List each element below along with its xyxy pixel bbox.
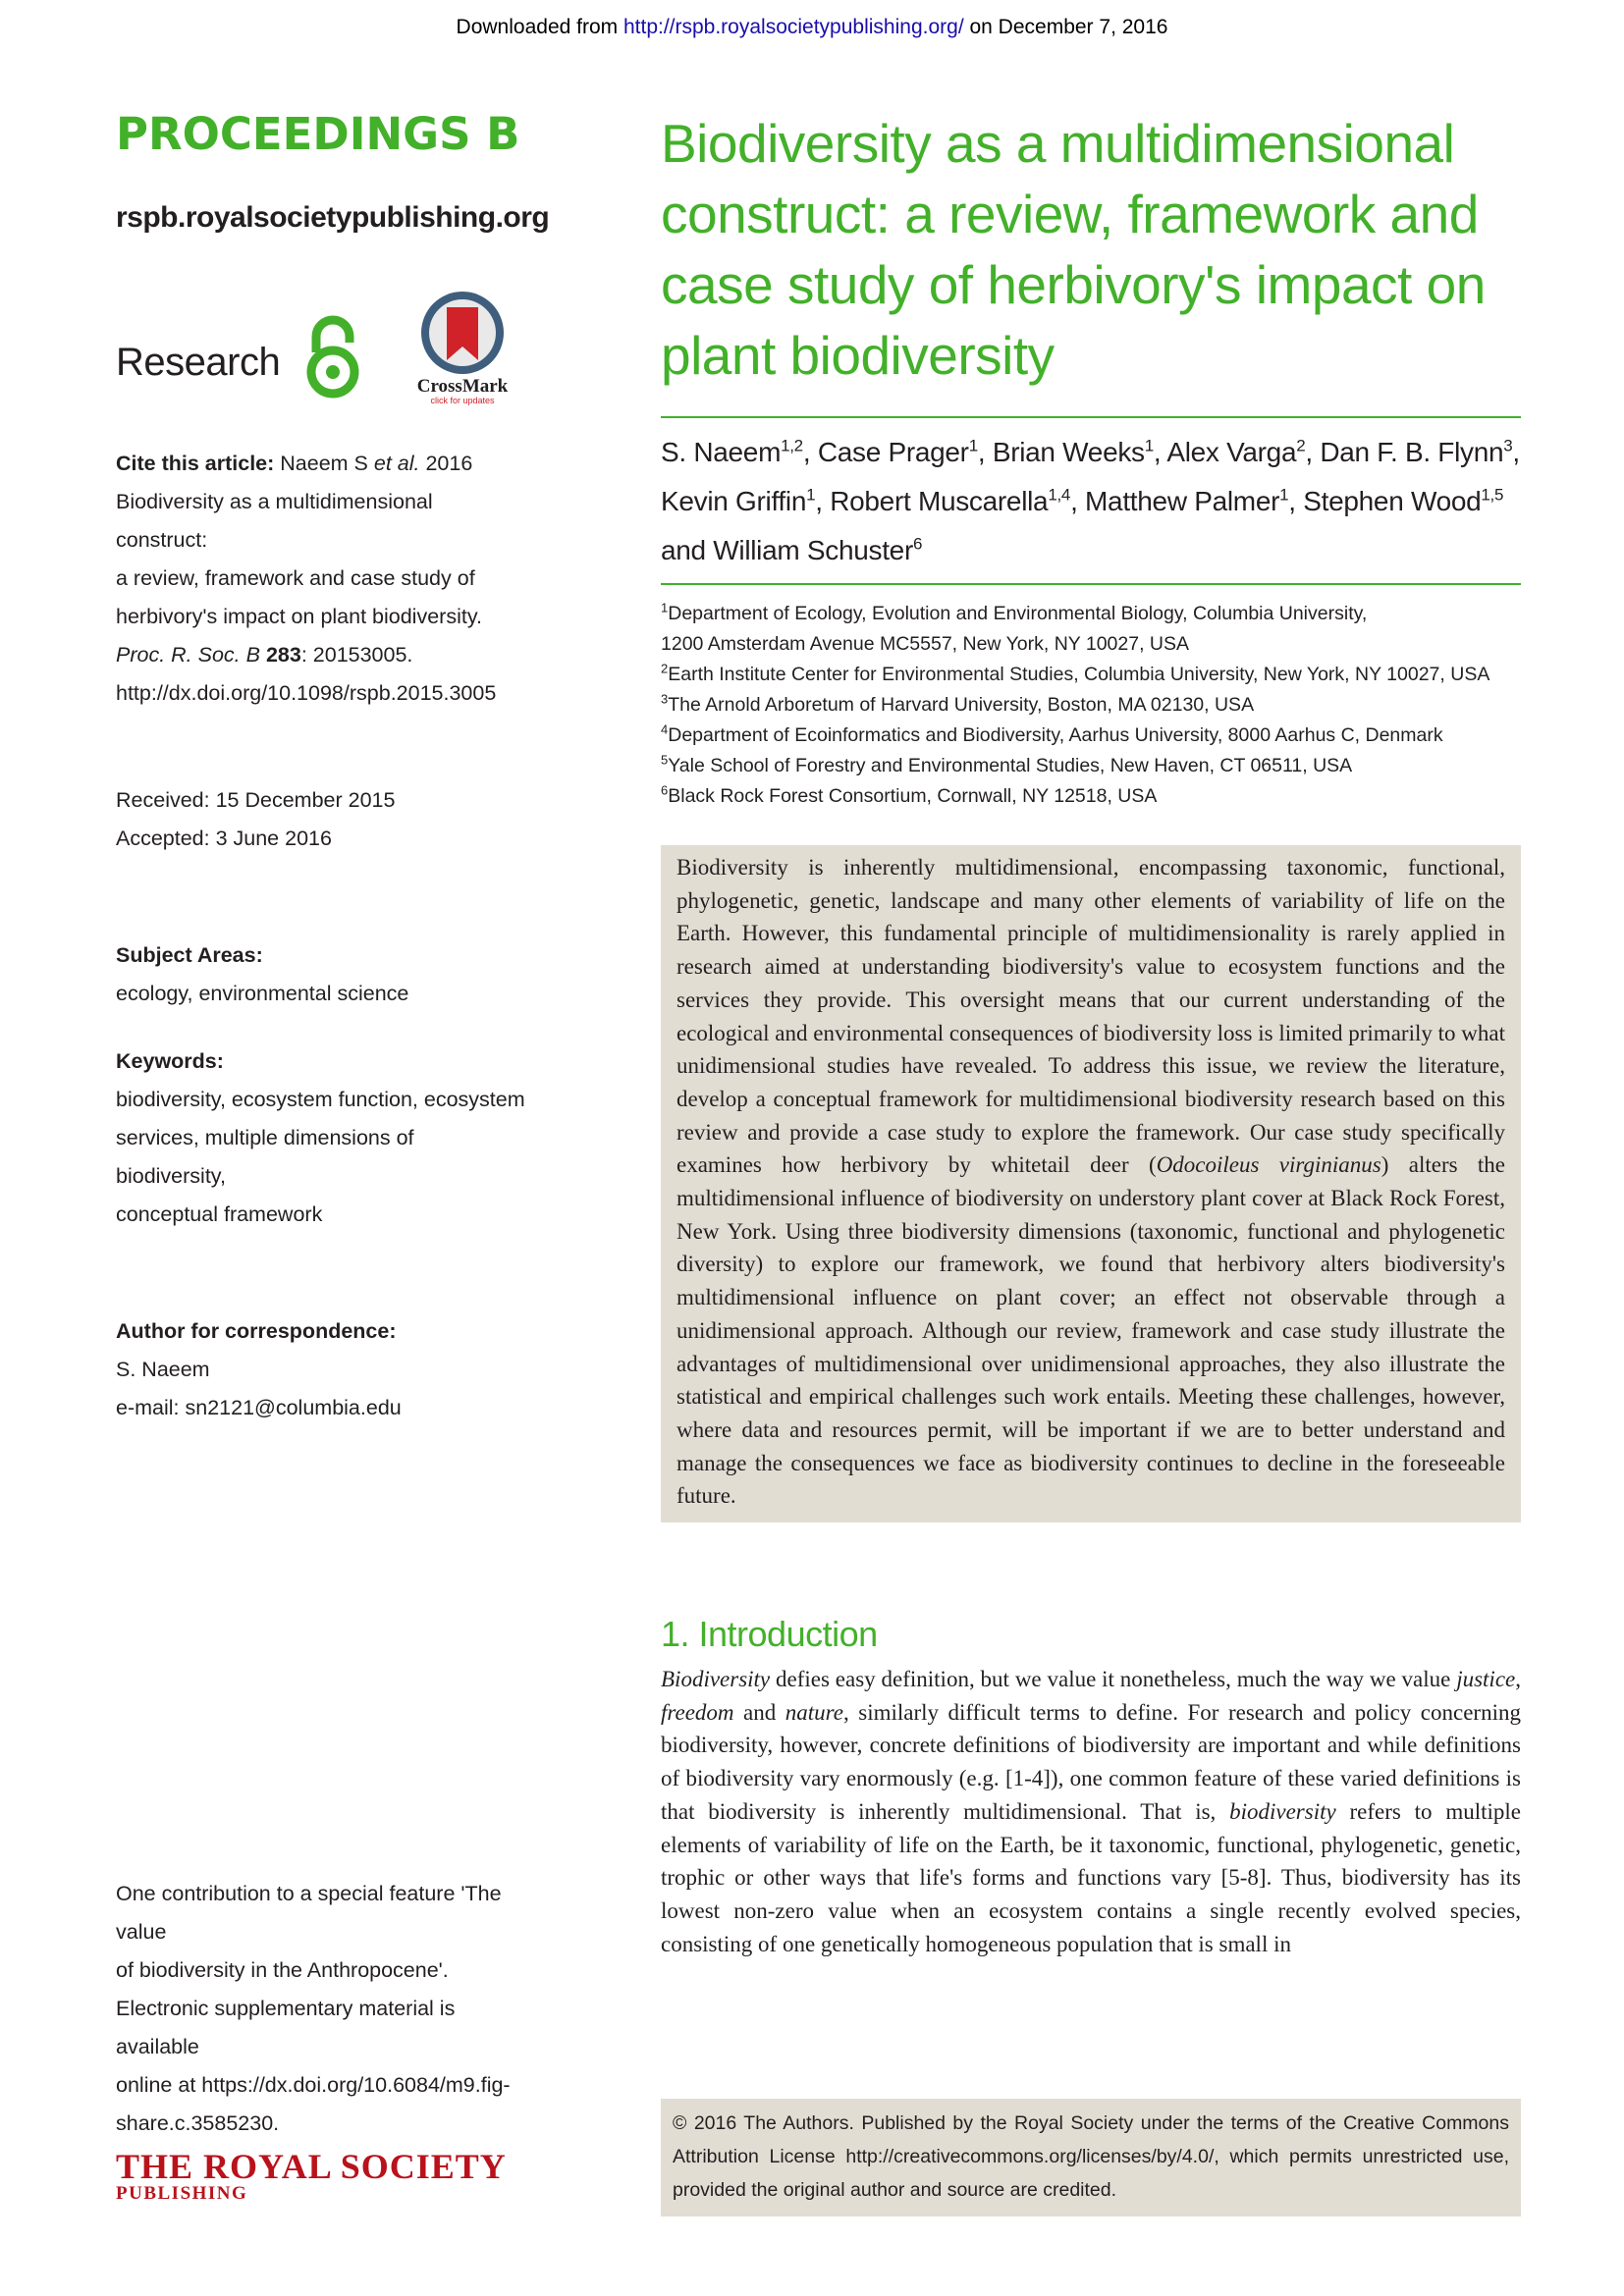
supplementary-note bbox=[116, 1990, 528, 2143]
author-sep: , bbox=[1305, 437, 1321, 467]
intro-italic: Biodiversity bbox=[661, 1667, 771, 1692]
abstract-part: Biodiversity is inherently multidimensional, encompassing taxonomic, functional, phylogenetic, genetic, landscape and many other elements of variability of life on the Earth. However, this fundamental principle of multidimensionality is rarely applied in research aimed at understanding biodiversity's value to ecosystem functions and the services they provide. This oversight means that our current understanding of the ecological and environmental consequences of biodiversity loss is limited primarily to what unidimensional studies have revealed. To address this issue, we review the literature, develop a conceptual framework for multidimensional biodiversity research based on this review and provide a case study to explore the framework. Our case study specifically examines how herbivory by whitetail deer ( bbox=[677, 855, 1505, 1178]
download-link[interactable]: http://rspb.royalsocietypublishing.org/ bbox=[623, 16, 964, 38]
author-sep: , bbox=[815, 486, 831, 516]
royal-society-logo bbox=[116, 2146, 528, 2205]
authors-divider bbox=[661, 583, 1521, 585]
keywords-line: services, multiple dimensions of biodiversity, bbox=[116, 1126, 414, 1188]
affiliation-text: Earth Institute Center for Environmental Studies, Columbia University, New York, NY 10027, USA bbox=[668, 664, 1490, 685]
affiliation-list bbox=[661, 599, 1521, 812]
affiliation-item bbox=[661, 751, 1521, 781]
title-line: Biodiversity as a multidimensional bbox=[661, 113, 1455, 174]
open-access-icon bbox=[302, 313, 363, 403]
author-affil: 1,5 bbox=[1481, 485, 1504, 505]
special-feature-line: of biodiversity in the Anthropocene'. bbox=[116, 1958, 449, 1982]
title-line: plant biodiversity bbox=[661, 325, 1055, 386]
abstract-box bbox=[661, 845, 1521, 1522]
affiliation-item bbox=[661, 599, 1521, 629]
affiliation-number: 3 bbox=[661, 691, 669, 707]
intro-text-run: , similarly difficult terms to define. For research and policy concerning biodiversity, however, concrete definitions of biodiversity are important and while definitions of biodiversity vary enormously (e.g. [1-4]), one common feature of these varied definitions is that biodiversity is inherently multidimensional. That is, bbox=[661, 1699, 1521, 1824]
supplementary-line[interactable]: share.c.3585230. bbox=[116, 2111, 280, 2135]
affiliation-text: Yale School of Forestry and Environmental Studies, New Haven, CT 06511, USA bbox=[668, 755, 1353, 776]
keywords-line: conceptual framework bbox=[116, 1202, 323, 1226]
subject-areas-heading: Subject Areas: bbox=[116, 943, 263, 967]
citation-journal: Proc. R. Soc. B bbox=[116, 643, 260, 667]
affiliation-number: 6 bbox=[661, 782, 669, 798]
citation-pages: : 20153005. bbox=[300, 643, 413, 667]
author-line bbox=[661, 477, 1521, 526]
affiliation-item bbox=[661, 781, 1521, 812]
author-line bbox=[661, 428, 1521, 477]
author-name: Brian Weeks bbox=[992, 437, 1145, 467]
abstract-species-name: Odocoileus virginianus bbox=[1156, 1152, 1381, 1178]
author-affil: 1 bbox=[968, 436, 978, 455]
received-date: Received: 15 December 2015 bbox=[116, 788, 396, 812]
correspondence-heading: Author for correspondence: bbox=[116, 1319, 397, 1343]
supplementary-line[interactable]: online at https://dx.doi.org/10.6084/m9.fig- bbox=[116, 2073, 511, 2097]
introduction-paragraph bbox=[661, 1663, 1521, 1960]
journal-brand: PROCEEDINGS B bbox=[116, 108, 520, 160]
intro-text-run: defies easy definition, but we value it nonetheless, much the way we value bbox=[770, 1667, 1457, 1692]
subject-areas-text: ecology, environmental science bbox=[116, 982, 409, 1005]
author-sep: , bbox=[977, 437, 993, 467]
citation-etal: et al. bbox=[373, 452, 420, 475]
author-affil: 1 bbox=[1144, 436, 1154, 455]
accepted-date: Accepted: 3 June 2016 bbox=[116, 827, 332, 850]
author-affil: 2 bbox=[1296, 436, 1306, 455]
crossmark-label: CrossMark bbox=[416, 376, 509, 397]
affiliation-text: 1200 Amsterdam Avenue MC5557, New York, NY 10027, USA bbox=[661, 633, 1190, 655]
affiliation-number: 1 bbox=[661, 600, 669, 615]
intro-text-run: refers to multiple elements of variability of life on the Earth, be it taxonomic, functional, phylogenetic, genetic, trophic or other ways that life's forms and functions vary [5-8]. Thus, biodiversity has its lowest non-zero value when an ecosystem contains a single recently evolved species, consisting of one genetically homogeneous population that is small in bbox=[661, 1798, 1521, 1956]
affiliation-number: 4 bbox=[661, 721, 669, 737]
special-feature-line: One contribution to a special feature 'The value bbox=[116, 1882, 502, 1944]
citation-year: 2016 bbox=[419, 452, 473, 475]
intro-italic: biodiversity bbox=[1229, 1798, 1336, 1824]
title-line: case study of herbivory's impact on bbox=[661, 254, 1486, 315]
correspondence-email[interactable]: e-mail: sn2121@columbia.edu bbox=[116, 1396, 402, 1419]
article-title bbox=[661, 108, 1521, 391]
supplementary-line: Electronic supplementary material is available bbox=[116, 1997, 456, 2058]
royal-society-name: THE ROYAL SOCIETY bbox=[116, 2147, 507, 2186]
affiliation-text: Department of Ecoinformatics and Biodiversity, Aarhus University, 8000 Aarhus C, Denmark bbox=[668, 724, 1443, 746]
section-heading-introduction: 1. Introduction bbox=[661, 1614, 878, 1655]
royal-society-publishing: PUBLISHING bbox=[116, 2183, 248, 2204]
author-name: Kevin Griffin bbox=[661, 486, 807, 516]
download-banner bbox=[0, 16, 1624, 39]
download-suffix: on December 7, 2016 bbox=[963, 16, 1168, 38]
author-affil: 3 bbox=[1503, 436, 1513, 455]
intro-italic: justice bbox=[1456, 1667, 1516, 1692]
research-row bbox=[116, 294, 528, 405]
crossmark-sublabel: click for updates bbox=[430, 396, 495, 405]
license-box: © 2016 The Authors. Published by the Royal Society under the terms of the Creative Commons Attribution License http://creativecommons.org/licenses/by/4.0/, which permits unrestricted use, provided the original author and source are credited. bbox=[661, 2099, 1521, 2216]
author-name: Robert Muscarella bbox=[830, 486, 1049, 516]
author-name: and William Schuster bbox=[661, 535, 913, 565]
keywords-block bbox=[116, 1042, 528, 1234]
affiliation-number: 2 bbox=[661, 661, 669, 676]
affiliation-item bbox=[661, 690, 1521, 721]
right-column bbox=[661, 108, 1521, 1960]
journal-site-url[interactable]: rspb.royalsocietypublishing.org bbox=[116, 201, 550, 234]
affiliation-text: The Arnold Arboretum of Harvard University, Boston, MA 02130, USA bbox=[668, 694, 1255, 716]
author-affil: 1,2 bbox=[781, 436, 803, 455]
affiliation-text: Department of Ecology, Evolution and Environmental Biology, Columbia University, bbox=[668, 603, 1368, 624]
author-name: Alex Varga bbox=[1166, 437, 1297, 467]
keywords-heading: Keywords: bbox=[116, 1049, 224, 1073]
author-affil: 1,4 bbox=[1048, 485, 1071, 505]
citation-doi[interactable]: http://dx.doi.org/10.1098/rspb.2015.3005 bbox=[116, 681, 497, 705]
author-sep: , bbox=[1288, 486, 1304, 516]
citation-block bbox=[116, 445, 528, 713]
correspondence-block bbox=[116, 1312, 528, 1427]
author-name: S. Naeem bbox=[661, 437, 782, 467]
citation-volume: 283 bbox=[265, 643, 301, 667]
article-type-label: Research bbox=[116, 341, 281, 384]
affiliation-item bbox=[661, 721, 1521, 751]
subject-areas-block bbox=[116, 936, 528, 1013]
keywords-line: biodiversity, ecosystem function, ecosystem bbox=[116, 1088, 525, 1111]
author-affil: 1 bbox=[806, 485, 816, 505]
author-sep: , bbox=[1070, 486, 1086, 516]
author-sep: , bbox=[1153, 437, 1167, 467]
abstract-part: ) alters the multidimensional influence of biodiversity on understory plant cover at Black Rock Forest, New York. Using three biodiversity dimensions (taxonomic, functional and phylogenetic diversity) to explore our framework, we found that herbivory alters biodiversity's multidimensional influence on plant cover; an effect not observable through a unidimensional approach. Although our review, framework and case study illustrate the advantages of multidimensional over unidimensional approaches, they also illustrate the statistical and empirical challenges such work entails. Meeting these challenges, however, where data and resources permit, will be important if we are to better understand and manage the consequences we face as biodiversity continues to decline in the foreseeable future. bbox=[677, 1152, 1505, 1509]
author-name: Matthew Palmer bbox=[1085, 486, 1280, 516]
author-affil: 1 bbox=[1279, 485, 1289, 505]
author-name: Stephen Wood bbox=[1303, 486, 1482, 516]
intro-text-run: , bbox=[1515, 1667, 1521, 1692]
affiliation-item bbox=[661, 629, 1521, 660]
intro-italic: nature bbox=[785, 1699, 843, 1725]
author-sep: , bbox=[802, 437, 818, 467]
title-line: construct: a review, framework and bbox=[661, 184, 1479, 244]
affiliation-number: 5 bbox=[661, 752, 669, 768]
abstract-text bbox=[677, 851, 1505, 1513]
author-line bbox=[661, 526, 1521, 575]
dates-block bbox=[116, 781, 528, 858]
download-prefix: Downloaded from bbox=[456, 16, 623, 38]
intro-italic: freedom bbox=[661, 1699, 734, 1725]
affiliation-text: Black Rock Forest Consortium, Cornwall, NY 12518, USA bbox=[668, 785, 1158, 807]
author-name: Dan F. B. Flynn bbox=[1320, 437, 1504, 467]
citation-label: Cite this article: bbox=[116, 452, 275, 475]
left-column bbox=[116, 108, 550, 1427]
author-affil: 6 bbox=[912, 534, 923, 554]
affiliation-item bbox=[661, 660, 1521, 690]
citation-journal-line bbox=[116, 636, 528, 674]
correspondence-name: S. Naeem bbox=[116, 1358, 210, 1381]
special-feature-note bbox=[116, 1875, 528, 1990]
citation-author: Naeem S bbox=[274, 452, 374, 475]
intro-text-run: and bbox=[733, 1699, 785, 1725]
author-list bbox=[661, 418, 1521, 583]
author-sep: , bbox=[1512, 437, 1520, 467]
citation-line: herbivory's impact on plant biodiversity. bbox=[116, 605, 482, 628]
author-name: Case Prager bbox=[817, 437, 969, 467]
citation-first-line bbox=[116, 445, 528, 483]
citation-line: a review, framework and case study of bbox=[116, 566, 475, 590]
citation-line: Biodiversity as a multidimensional construct: bbox=[116, 490, 433, 552]
